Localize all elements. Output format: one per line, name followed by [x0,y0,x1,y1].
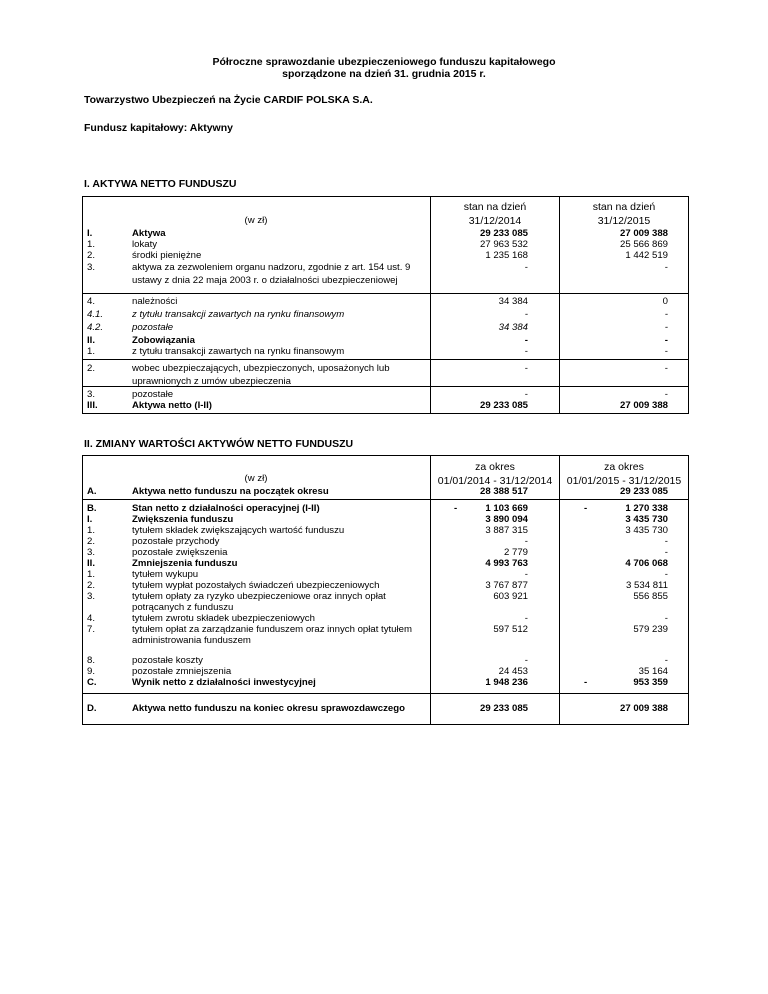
value-2015: 27 009 388 [619,400,668,411]
value-2014: 34 384 [498,322,528,333]
value-2015: - [664,655,668,666]
row-number: III. [87,400,98,411]
column-header-line: 01/01/2015 - 31/12/2015 [566,475,682,487]
value-2014: - [524,613,528,624]
value-2014: 24 453 [498,666,528,677]
value-2014: - [524,346,528,357]
divider [430,455,431,725]
row-label: lokaty [132,239,158,250]
value-2014: 1 948 236 [485,677,528,688]
value-2015: - [664,569,668,580]
row-number: A. [87,486,97,497]
value-2015: 29 233 085 [619,486,668,497]
column-header [431,200,559,228]
value-2015: 35 164 [638,666,668,677]
row-number: 3. [87,389,96,400]
row-label: tytułem składek zwiększających wartość funduszu [132,525,345,536]
unit-label: (w zł) [244,215,268,226]
value-2014: - [524,655,528,666]
row-number: II. [87,335,95,346]
value-2014: 29 233 085 [479,400,528,411]
value-2014: 29 233 085 [479,703,528,714]
value-2015: 556 855 [633,591,668,602]
value-2015: 579 239 [633,624,668,635]
value-2015: - [664,547,668,558]
row-number: B. [87,503,97,514]
divider [82,359,689,360]
row-label: Zmniejszenia funduszu [132,558,238,569]
column-header [431,460,559,488]
value-2014: - [524,262,528,273]
dash-marker: - [454,503,458,514]
value-2014: 2 779 [503,547,528,558]
row-number: 2. [87,250,96,261]
divider [559,455,560,725]
row-label: pozostałe [132,322,174,333]
company-name: Towarzystwo Ubezpieczeń na Życie CARDIF POLSKA S.A. [84,94,373,106]
row-number: 2. [87,580,96,591]
value-2014: 603 921 [493,591,528,602]
value-2014: 27 963 532 [479,239,528,250]
row-label: Zobowiązania [132,335,195,346]
row-number: 7. [87,624,96,635]
row-label: pozostałe [132,389,174,400]
value-2015: 3 435 730 [625,514,668,525]
row-label: z tytułu transakcji zawartych na rynku finansowym [132,346,345,357]
column-header [560,200,688,228]
row-label: tytułem wykupu [132,569,199,580]
row-label: środki pieniężne [132,250,202,261]
value-2015: - [664,262,668,273]
row-number: 1. [87,346,96,357]
value-2015: 3 534 811 [626,580,668,591]
value-2014: 34 384 [498,296,528,307]
value-2015: - [664,335,668,346]
row-label: należności [132,296,178,307]
value-2014: - [524,363,528,374]
value-2014: 28 388 517 [479,486,528,497]
row-label: z tytułu transakcji zawartych na rynku finansowym [132,309,345,320]
row-number: 8. [87,655,96,666]
row-label: tytułem zwrotu składek ubezpieczeniowych [132,613,315,624]
column-header-line: 31/12/2014 [468,215,522,227]
row-number: 1. [87,239,96,250]
value-2015: 1 270 338 [625,503,668,514]
row-number: 9. [87,666,96,677]
dash-marker: - [584,677,588,688]
row-label: pozostałe koszty [132,655,203,666]
divider [559,196,560,414]
value-2015: - [664,309,668,320]
column-header-line: stan na dzień [463,201,527,213]
section1-heading: I. AKTYWA NETTO FUNDUSZU [84,178,237,190]
divider [82,693,689,694]
row-label: Aktywa netto funduszu na początek okresu [132,486,329,497]
value-2015: 953 359 [633,677,668,688]
section2-heading: II. ZMIANY WARTOŚCI AKTYWÓW NETTO FUNDUSZU [84,438,354,450]
value-2015: 27 009 388 [619,228,668,239]
row-number: 3. [87,547,96,558]
value-2015: - [664,389,668,400]
column-header-line: 31/12/2015 [597,215,651,227]
unit-label: (w zł) [244,473,268,484]
value-2014: 1 235 168 [485,250,528,261]
value-2015: - [664,536,668,547]
row-label: pozostałe przychody [132,536,220,547]
row-number: 3. [87,591,96,602]
value-2015: - [664,322,668,333]
row-label: Aktywa [132,228,166,239]
value-2015: - [664,346,668,357]
row-label: Wynik netto z działalności inwestycyjnej [132,677,316,688]
value-2014: 1 103 669 [485,503,528,514]
row-label: Aktywa netto funduszu na koniec okresu sprawozdawczego [132,703,405,714]
value-2014: 29 233 085 [479,228,528,239]
row-label: Stan netto z działalności operacyjnej (I-II) [132,503,320,514]
row-number: D. [87,703,97,714]
value-2015: - [664,363,668,374]
row-label: wobec ubezpieczających, ubezpieczonych, uposażonych lub uprawnionych z umów ubezpieczenia [132,363,390,387]
document-title: Półroczne sprawozdanie ubezpieczeniowego funduszu kapitałowego [212,56,556,68]
row-number: C. [87,677,97,688]
value-2015: 3 435 730 [625,525,668,536]
value-2014: - [524,389,528,400]
column-header [560,460,688,488]
row-label: pozostałe zwiększenia [132,547,228,558]
column-header-line: za okres [604,461,644,473]
row-label: pozostałe zmniejszenia [132,666,232,677]
row-label: tytułem opłaty za ryzyko ubezpieczeniowe oraz innych opłat potrącanych z funduszu [132,591,386,613]
value-2014: - [524,569,528,580]
row-label: Aktywa netto (I-II) [132,400,212,411]
row-number: 3. [87,262,96,273]
value-2015: 4 706 068 [625,558,668,569]
row-label: tytułem opłat za zarządzanie funduszem oraz innych opłat tytułem administrowania funduszem [132,624,412,646]
row-number: 2. [87,363,96,374]
dash-marker: - [584,503,588,514]
row-label: tytułem wypłat pozostałych świadczeń ubezpieczeniowych [132,580,380,591]
value-2015: - [664,613,668,624]
divider [82,293,689,294]
value-2014: - [524,335,528,346]
divider [82,499,689,500]
row-number: 1. [87,525,96,536]
row-number: 2. [87,536,96,547]
value-2014: 3 767 877 [485,580,528,591]
row-number: I. [87,514,93,525]
value-2014: - [524,309,528,320]
row-label: aktywa za zezwoleniem organu nadzoru, zgodnie z art. 154 ust. 9 ustawy z dnia 22 maja 2003 r. o działalności ubezpieczeniowej [132,262,411,286]
value-2014: 597 512 [493,624,528,635]
value-2015: 25 566 869 [619,239,668,250]
divider [430,196,431,414]
value-2014: 4 993 763 [485,558,528,569]
row-number: I. [87,228,93,239]
value-2014: 3 890 094 [485,514,528,525]
value-2014: - [524,536,528,547]
row-number: 4.1. [87,309,104,320]
row-number: 4. [87,613,96,624]
row-number: 1. [87,569,96,580]
value-2015: 1 442 519 [625,250,668,261]
value-2014: 3 887 315 [485,525,528,536]
column-header-line: 01/01/2014 - 31/12/2014 [437,475,553,487]
row-label: Zwiększenia funduszu [132,514,234,525]
column-header-line: stan na dzień [592,201,656,213]
row-number: II. [87,558,95,569]
row-number: 4. [87,296,96,307]
row-number: 4.2. [87,322,104,333]
document-subtitle: sporządzone na dzień 31. grudnia 2015 r. [282,68,486,80]
fund-name: Fundusz kapitałowy: Aktywny [84,122,233,134]
value-2015: 27 009 388 [619,703,668,714]
value-2015: 0 [662,296,668,307]
column-header-line: za okres [475,461,515,473]
